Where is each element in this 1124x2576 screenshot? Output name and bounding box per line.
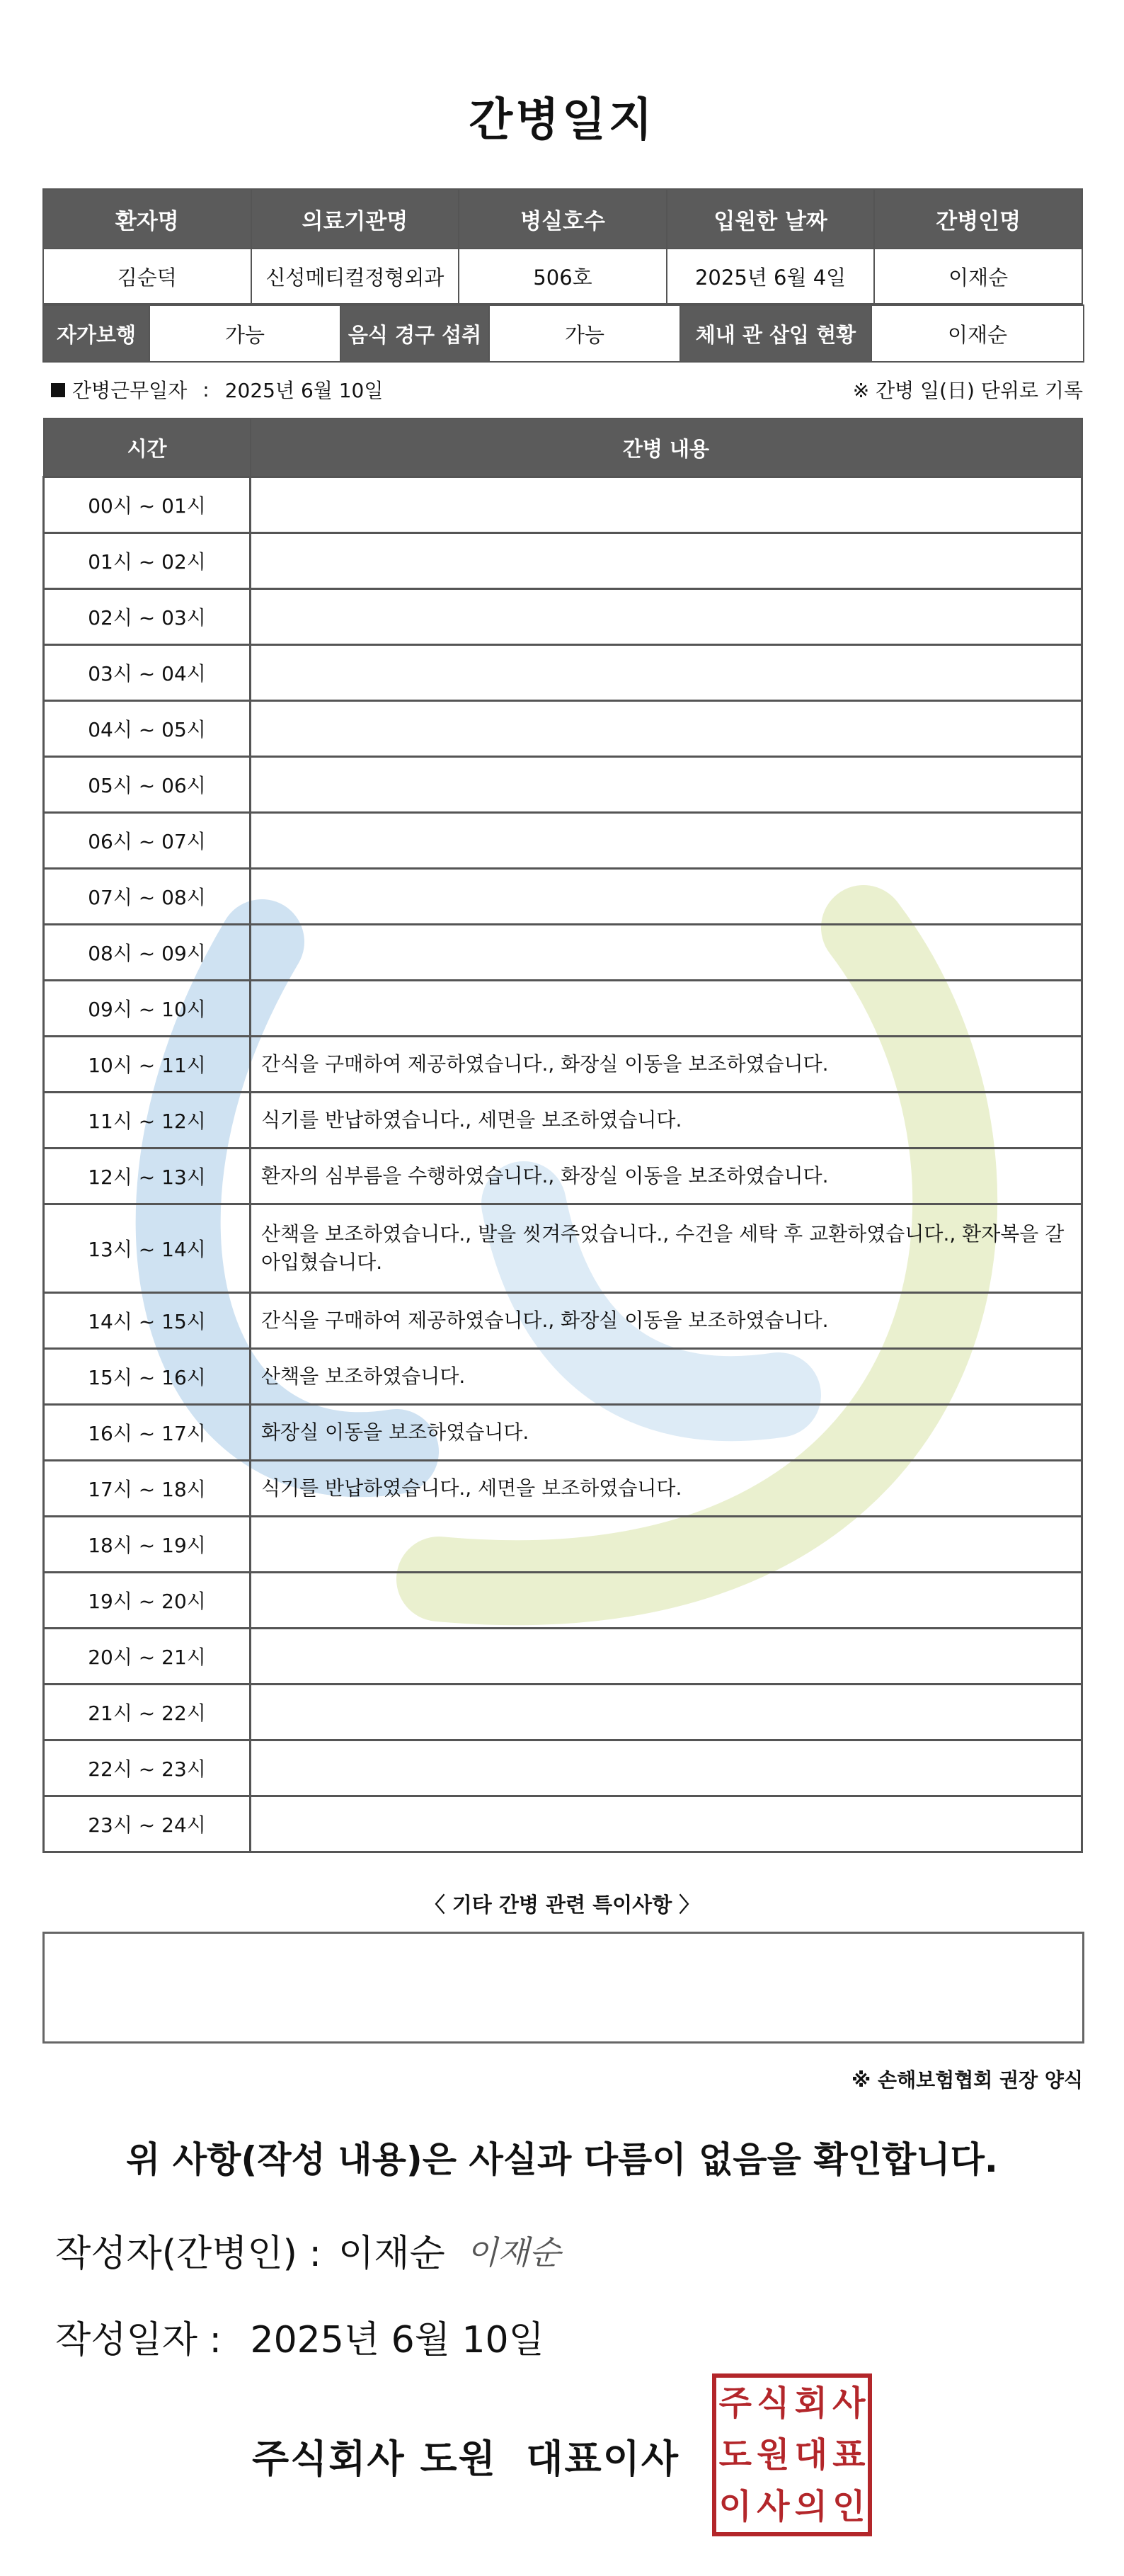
time-slot: 23시 ~ 24시 [44,1796,251,1852]
time-slot: 00시 ~ 01시 [44,477,251,533]
time-slot: 15시 ~ 16시 [44,1349,251,1405]
walk-value: 가능 [149,305,340,362]
stamp-char: 이 [718,2486,752,2526]
table-row [44,869,1082,925]
table-row [44,477,1082,533]
time-slot: 16시 ~ 17시 [44,1405,251,1461]
patient-info-table [42,188,1083,304]
header-room-number: 병실호수 [459,189,667,249]
time-slot: 21시 ~ 22시 [44,1685,251,1740]
table-row [44,1293,1082,1349]
stamp-char: 주 [718,2383,752,2424]
square-bullet-icon [51,383,65,397]
care-content-cell[interactable] [251,701,1082,757]
table-row [44,1573,1082,1629]
table-row [44,1517,1082,1573]
table-row [44,1796,1082,1852]
table-row [44,533,1082,589]
table-row [44,589,1082,645]
table-row [44,1349,1082,1405]
admission-date-value: 2025년 6월 4일 [667,249,875,304]
time-slot: 14시 ~ 15시 [44,1293,251,1349]
walk-label: 자가보행 [43,305,149,362]
time-slot: 04시 ~ 05시 [44,701,251,757]
header-patient-name: 환자명 [43,189,251,249]
table-row [44,757,1082,813]
insert-value: 이재순 [871,305,1084,362]
writer-label: 작성자(간병인) : [55,2233,322,2275]
care-content-cell[interactable] [251,925,1082,981]
meal-label: 음식 경구 섭취 [340,305,489,362]
stamp-char: 식 [757,2383,790,2424]
care-content-cell[interactable] [251,533,1082,589]
duty-date: 2025년 6월 10일 [224,379,384,402]
meal-value: 가능 [489,305,680,362]
care-log-body [44,477,1082,1852]
write-date-value: 2025년 6월 10일 [250,2319,544,2361]
write-date-line [55,2310,544,2363]
care-content-cell[interactable] [251,1740,1082,1796]
table-row [44,1461,1082,1517]
care-content-cell[interactable]: 간식을 구매하여 제공하였습니다., 화장실 이동을 보조하였습니다. [251,1037,1082,1093]
time-slot: 19시 ~ 20시 [44,1573,251,1629]
time-slot: 08시 ~ 09시 [44,925,251,981]
time-slot: 17시 ~ 18시 [44,1461,251,1517]
table-row [44,1037,1082,1093]
care-content-cell[interactable] [251,869,1082,925]
care-content-cell[interactable] [251,1573,1082,1629]
time-slot: 20시 ~ 21시 [44,1629,251,1685]
header-time: 시간 [44,418,251,477]
stamp-char: 사 [832,2383,866,2424]
table-row [44,1093,1082,1149]
duty-date-line [51,375,383,404]
association-note: ※ 손해보험협회 권장 양식 [851,2068,1083,2092]
writer-line [55,2223,561,2276]
writer-name: 이재순 [338,2233,445,2275]
header-admission-date: 입원한 날짜 [667,189,875,249]
header-caregiver-name: 간병인명 [874,189,1082,249]
care-content-cell[interactable] [251,1796,1082,1852]
care-content-cell[interactable]: 화장실 이동을 보조하였습니다. [251,1405,1082,1461]
stamp-char: 사 [757,2486,790,2526]
header-care-content: 간병 내용 [251,418,1082,477]
time-slot: 18시 ~ 19시 [44,1517,251,1573]
care-content-cell[interactable] [251,645,1082,701]
record-unit-note: ※ 간병 일(日) 단위로 기록 [852,379,1083,402]
duty-label-wrap [51,375,187,404]
table-row [44,1405,1082,1461]
table-row [44,813,1082,869]
remarks-title: 〈 기타 간병 관련 특이사항 〉 [424,1893,700,1917]
patient-info-header-row [43,189,1082,249]
time-slot: 13시 ~ 14시 [44,1204,251,1293]
table-row [44,1204,1082,1293]
table-row [44,701,1082,757]
care-content-cell[interactable]: 환자의 심부름을 수행하였습니다., 화장실 이동을 보조하였습니다. [251,1149,1082,1204]
table-row [44,925,1082,981]
table-row [44,1685,1082,1740]
company-name: 주식회사 도원 대표이사 [252,2437,680,2481]
write-date-label: 작성일자 : [55,2319,222,2361]
stamp-char: 도 [718,2434,752,2475]
stamp-char: 인 [832,2486,866,2526]
remarks-box[interactable] [42,1932,1084,2044]
time-slot: 03시 ~ 04시 [44,645,251,701]
care-content-cell[interactable] [251,1517,1082,1573]
time-slot: 10시 ~ 11시 [44,1037,251,1093]
time-slot: 11시 ~ 12시 [44,1093,251,1149]
caregiver-name-value: 이재순 [874,249,1082,304]
table-row [44,981,1082,1037]
care-content-cell[interactable]: 식기를 반납하였습니다., 세면을 보조하였습니다. [251,1461,1082,1517]
care-content-cell[interactable] [251,813,1082,869]
time-slot: 01시 ~ 02시 [44,533,251,589]
table-row [44,1149,1082,1204]
table-row [44,1740,1082,1796]
time-slot: 06시 ~ 07시 [44,813,251,869]
care-content-cell[interactable] [251,1685,1082,1740]
header-hospital-name: 의료기관명 [251,189,459,249]
hospital-name-value: 신성메티컬정형외과 [251,249,459,304]
duty-label: 간병근무일자 [72,379,188,402]
stamp-char: 대 [794,2434,827,2475]
page-title: 간병일지 [469,94,655,147]
time-slot: 07시 ~ 08시 [44,869,251,925]
time-slot: 12시 ~ 13시 [44,1149,251,1204]
patient-status-row [43,305,1084,362]
care-content-cell[interactable]: 간식을 구매하여 제공하였습니다., 화장실 이동을 보조하였습니다. [251,1293,1082,1349]
writer-signature: 이재순 [466,2233,561,2272]
time-slot: 09시 ~ 10시 [44,981,251,1037]
confirmation-statement: 위 사항(작성 내용)은 사실과 다름이 없음을 확인합니다. [126,2139,998,2180]
care-content-cell[interactable]: 산책을 보조하였습니다., 발을 씻겨주었습니다., 수건을 세탁 후 교환하였습니다., 환자복을 갈아입혔습니다. [251,1204,1082,1293]
company-seal-stamp [712,2373,872,2536]
patient-name-value: 김순덕 [43,249,251,304]
stamp-char: 표 [832,2434,866,2475]
patient-status-table [42,304,1084,363]
care-log-table [42,418,1083,1853]
care-content-cell[interactable] [251,589,1082,645]
patient-info-value-row [43,249,1082,304]
care-log-header-row [44,418,1082,477]
care-content-cell[interactable]: 식기를 반납하였습니다., 세면을 보조하였습니다. [251,1093,1082,1149]
stamp-char: 회 [794,2383,827,2424]
room-number-value: 506호 [459,249,667,304]
table-row [44,645,1082,701]
table-row [44,1629,1082,1685]
time-slot: 02시 ~ 03시 [44,589,251,645]
care-content-cell[interactable] [251,477,1082,533]
stamp-char: 의 [794,2486,827,2526]
care-content-cell[interactable] [251,981,1082,1037]
care-content-cell[interactable]: 산책을 보조하였습니다. [251,1349,1082,1405]
insert-label: 체내 관 삽입 현황 [680,305,871,362]
time-slot: 05시 ~ 06시 [44,757,251,813]
time-slot: 22시 ~ 23시 [44,1740,251,1796]
care-content-cell[interactable] [251,1629,1082,1685]
care-content-cell[interactable] [251,757,1082,813]
stamp-char: 원 [757,2434,790,2475]
duty-separator: : [202,377,210,401]
